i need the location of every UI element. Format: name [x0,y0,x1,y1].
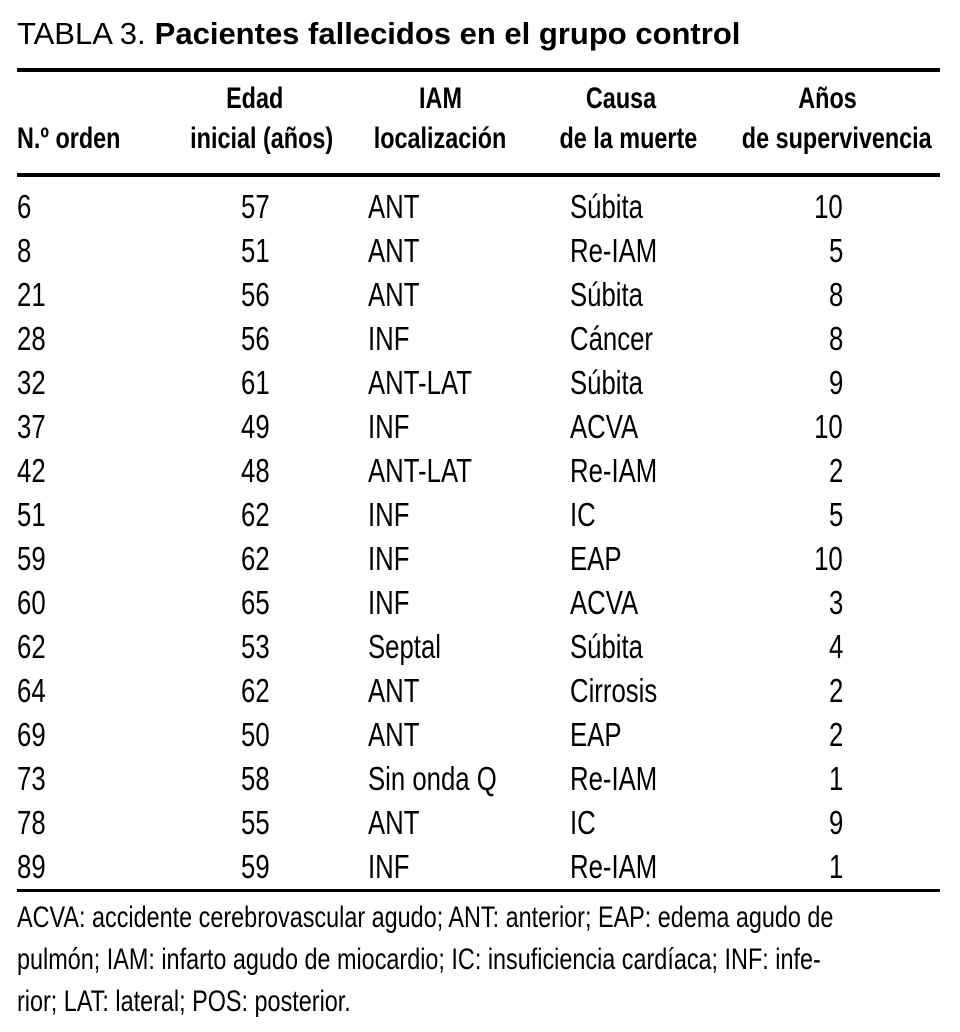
cell-anos: 1 [828,760,843,797]
cell-orden: 89 [17,848,46,885]
col-header-iam: IAM localización [340,70,540,175]
cell-iam: Septal [368,628,441,665]
cell-causa: ACVA [570,408,639,445]
footnote-line: rior; LAT: lateral; POS: posterior. [17,985,351,1018]
cell-anos: 2 [828,452,843,489]
cell-orden: 69 [17,716,46,753]
cell-anos: 10 [814,408,843,445]
cell-edad: 49 [240,408,270,445]
cell-orden: 51 [17,496,46,533]
table-figure [0,12,960,1023]
cell-edad: 59 [240,848,270,885]
cell-causa: EAP [570,540,622,577]
cell-edad: 62 [240,540,270,577]
cell-orden: 28 [17,320,46,357]
table-row [17,317,940,361]
cell-anos: 10 [814,188,843,225]
cell-orden: 62 [17,628,46,665]
cell-anos: 2 [828,672,843,709]
cell-anos: 10 [814,540,843,577]
cell-orden: 21 [17,276,46,313]
cell-edad: 48 [240,452,270,489]
cell-causa: IC [570,804,596,841]
table-header [17,70,940,175]
cell-iam: ANT [368,232,420,269]
table-row [17,361,940,405]
footnote-line: pulmón; IAM: infarto agudo de miocardio; IC: insuficiencia cardíaca; INF: infe- [17,943,821,976]
cell-causa: IC [570,496,596,533]
cell-anos: 8 [828,320,843,357]
cell-iam: Sin onda Q [368,760,497,797]
table-row [17,801,940,845]
table-row [17,175,940,229]
cell-edad: 55 [240,804,270,841]
cell-orden: 42 [17,452,46,489]
cell-iam: INF [368,848,410,885]
cell-edad: 62 [240,672,270,709]
cell-iam: INF [368,540,410,577]
cell-causa: Re-IAM [570,848,658,885]
table-row [17,713,940,757]
cell-anos: 8 [828,276,843,313]
table-row [17,537,940,581]
table-row [17,581,940,625]
cell-edad: 57 [240,188,270,225]
table-title-text: Pacientes fallecidos en el grupo control [154,16,741,51]
cell-causa: Súbita [570,188,643,225]
cell-orden: 8 [17,232,32,269]
table-row [17,229,940,273]
cell-edad: 50 [240,716,270,753]
footnote-line: ACVA: accidente cerebrovascular agudo; ANT: anterior; EAP: edema agudo de [17,901,834,934]
cell-anos: 3 [828,584,843,621]
cell-edad: 61 [240,364,270,401]
cell-causa: Cáncer [570,320,653,357]
header-row [17,70,940,175]
cell-iam: INF [368,320,410,357]
col-header-anos: Años de supervivencia [715,70,940,175]
cell-anos: 5 [828,496,843,533]
cell-iam: ANT [368,188,420,225]
cell-causa: Re-IAM [570,232,658,269]
cell-edad: 62 [240,496,270,533]
cell-orden: 59 [17,540,46,577]
cell-anos: 9 [828,364,843,401]
table-body [17,175,940,891]
table-row [17,449,940,493]
cell-anos: 5 [828,232,843,269]
cell-iam: ANT-LAT [368,452,472,489]
cell-orden: 73 [17,760,46,797]
cell-edad: 65 [240,584,270,621]
table-row [17,405,940,449]
cell-iam: ANT-LAT [368,364,472,401]
cell-iam: ANT [368,716,420,753]
cell-edad: 58 [240,760,270,797]
cell-iam: ANT [368,276,420,313]
col-header-causa: Causa de la muerte [540,70,715,175]
table-title [17,12,940,56]
table-row [17,273,940,317]
cell-edad: 56 [240,320,270,357]
cell-causa: Súbita [570,276,643,313]
cell-iam: INF [368,584,410,621]
table-number-label: TABLA 3. [17,16,146,51]
cell-causa: Re-IAM [570,760,658,797]
cell-orden: 60 [17,584,46,621]
patients-table [17,68,940,892]
cell-anos: 9 [828,804,843,841]
cell-edad: 56 [240,276,270,313]
cell-anos: 1 [828,848,843,885]
cell-edad: 53 [240,628,270,665]
cell-orden: 78 [17,804,46,841]
cell-anos: 4 [828,628,843,665]
table-row [17,493,940,537]
cell-causa: ACVA [570,584,639,621]
table-row [17,845,940,891]
cell-iam: INF [368,408,410,445]
cell-causa: Cirrosis [570,672,658,709]
cell-causa: Súbita [570,364,643,401]
cell-edad: 51 [240,232,270,269]
cell-orden: 32 [17,364,46,401]
col-header-orden: N.º orden [17,70,170,175]
cell-causa: EAP [570,716,622,753]
cell-iam: ANT [368,672,420,709]
table-row [17,669,940,713]
abbreviations-footnote [17,897,940,1023]
cell-orden: 37 [17,408,46,445]
col-header-edad: Edad inicial (años) [170,70,340,175]
cell-orden: 64 [17,672,46,709]
cell-iam: INF [368,496,410,533]
cell-causa: Re-IAM [570,452,658,489]
cell-causa: Súbita [570,628,643,665]
cell-orden: 6 [17,188,32,225]
cell-anos: 2 [828,716,843,753]
table-row [17,757,940,801]
table-row [17,625,940,669]
cell-iam: ANT [368,804,420,841]
